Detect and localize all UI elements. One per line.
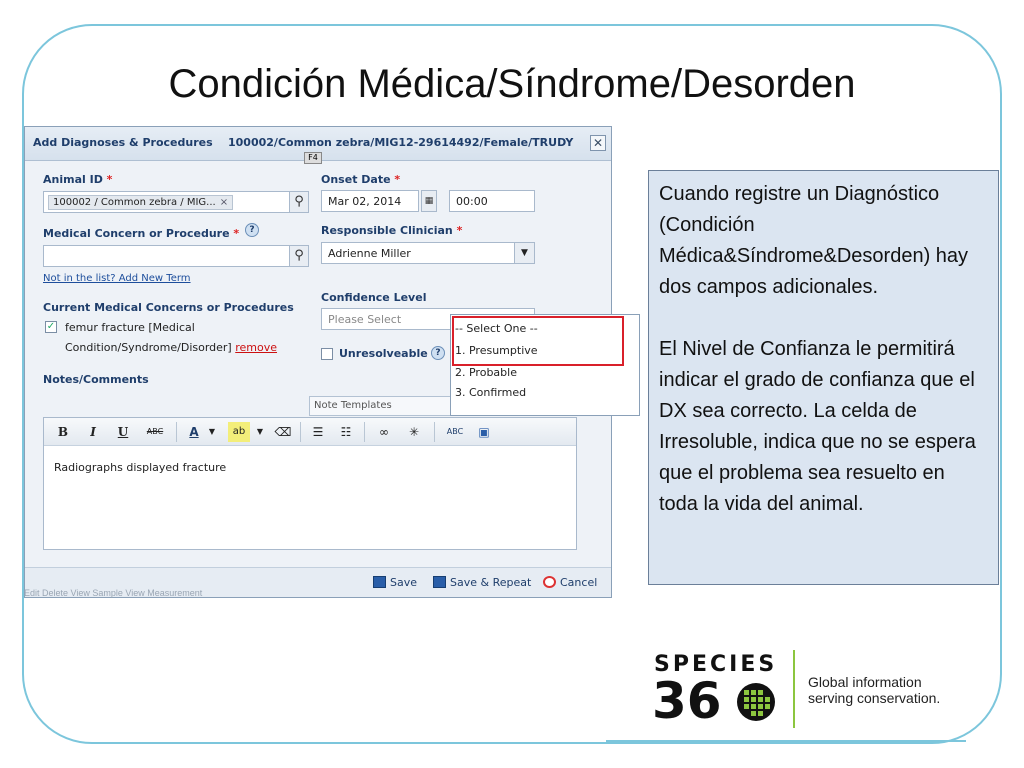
required-mark: * [233,227,240,240]
toolbar-divider [176,422,177,442]
info-paragraph-1: Cuando registre un Diagnóstico (Condición Médica&Síndrome&Desorden) hay dos campos adicionales. [659,183,969,298]
animal-id-label [43,173,112,186]
chevron-down-icon[interactable]: ▼ [514,243,534,263]
add-new-term-link[interactable]: Not in the list? Add New Term [43,273,191,284]
concern-item-line2 [65,341,277,354]
toolbar-divider [300,422,301,442]
responsible-clinician-select[interactable] [321,242,535,264]
onset-date-input[interactable]: Mar 02, 2014 [321,190,419,212]
chip-remove-icon[interactable]: × [219,197,229,208]
onset-date-label [321,173,400,186]
strikethrough-button[interactable]: ABC [146,427,164,436]
required-mark: * [456,224,463,237]
option-probable[interactable]: 2. Probable [455,366,517,379]
onset-time-input[interactable]: 00:00 [449,190,535,212]
medical-concern-label-text: Medical Concern or Procedure [43,227,230,240]
concern-item-line2-text: Condition/Syndrome/Disorder] [65,341,232,354]
animal-id-chip-text: 100002 / Common zebra / MIG... [53,197,216,208]
editor-toolbar [44,418,576,446]
responsible-clinician-label-text: Responsible Clinician [321,224,453,237]
bold-button[interactable]: B [57,425,69,439]
shortcut-badge: F4 [304,152,322,164]
unlink-icon[interactable]: ✳ [408,425,420,439]
save-icon [433,576,446,588]
responsible-clinician-value: Adrienne Miller [328,247,411,260]
cancel-button[interactable] [543,576,597,589]
medical-concern-label [43,227,239,240]
logo-tagline [808,674,940,706]
underline-button[interactable]: U [117,425,129,439]
save-repeat-button[interactable] [433,576,531,589]
logo-wordmark: SPECIES [654,652,778,677]
underlying-toolbar: Edit Delete View Sample View Measurement [24,588,203,598]
close-icon[interactable]: ✕ [590,135,606,151]
notes-content: Radiographs displayed fracture [54,461,227,474]
calendar-icon[interactable]: ▦ [421,190,437,212]
search-icon[interactable]: ⚲ [289,191,309,213]
notes-label: Notes/Comments [43,373,149,386]
responsible-clinician-label [321,224,462,237]
current-concerns-label: Current Medical Concerns or Procedures [43,301,294,314]
onset-date-label-text: Onset Date [321,173,391,186]
logo-number-text: 36 [652,672,722,730]
bullet-list-icon[interactable]: ☰ [312,425,324,439]
animal-id-field[interactable] [43,191,291,213]
required-mark: * [106,173,113,186]
cancel-label: Cancel [560,576,598,589]
info-box [648,170,999,585]
save-repeat-label: Save & Repeat [450,576,532,589]
link-icon[interactable]: ∞ [379,425,389,439]
save-icon [373,576,386,588]
concern-item-line1: femur fracture [Medical [65,321,195,334]
option-select-one[interactable]: -- Select One -- [455,322,538,335]
search-icon[interactable]: ⚲ [289,245,309,267]
unresolveable-label: Unresolveable [339,347,428,360]
bottom-accent-line [606,740,966,742]
remove-link[interactable]: remove [235,341,278,354]
font-color-button[interactable]: A [189,425,199,439]
highlight-annotation [452,316,624,366]
option-confirmed[interactable]: 3. Confirmed [455,386,527,399]
required-mark: * [394,173,401,186]
tagline-line-2: serving conservation. [808,690,941,706]
animal-id-label-text: Animal ID [43,173,103,186]
save-label: Save [390,576,418,589]
save-button[interactable] [373,576,417,589]
eraser-icon[interactable]: ⌫ [274,425,292,439]
toolbar-divider [364,422,365,442]
tagline-line-1: Global information [808,674,922,690]
unresolveable-checkbox[interactable] [321,348,333,360]
chevron-down-icon[interactable]: ▼ [208,427,216,436]
globe-icon [735,681,777,723]
medical-concern-input[interactable] [43,245,291,267]
numbered-list-icon[interactable]: ☷ [340,425,352,439]
dialog-title: Add Diagnoses & Procedures [33,136,213,149]
source-icon[interactable]: ▣ [478,425,490,439]
toolbar-divider [434,422,435,442]
help-icon[interactable]: ? [245,223,259,237]
animal-id-chip [48,195,233,210]
logo-number [652,672,722,730]
logo-divider [793,650,795,728]
concern-checkbox[interactable]: ✓ [46,321,56,332]
notes-editor[interactable] [43,417,577,550]
cancel-icon [543,576,556,588]
chevron-down-icon[interactable]: ▼ [256,427,264,436]
help-icon[interactable]: ? [431,346,445,360]
spellcheck-button[interactable]: ABC [446,427,464,436]
italic-button[interactable]: I [90,425,96,439]
confidence-level-label: Confidence Level [321,291,427,304]
info-paragraph-2: El Nivel de Confianza le permitirá indicar el grado de confianza que el DX sea correcto. La celda de Irresoluble, indica que no se espera que el problema sea resuelto en toda la vida del animal. [659,338,976,515]
dialog-subtitle: 100002/Common zebra/MIG12-29614492/Female/TRUDY [228,136,574,149]
note-templates-select[interactable]: Note Templates [309,396,469,416]
confidence-level-select[interactable]: Please Select [321,308,535,330]
option-presumptive[interactable]: 1. Presumptive [455,344,538,357]
highlight-button[interactable]: ab [228,422,250,442]
slide-title: Condición Médica/Síndrome/Desorden [168,62,856,106]
